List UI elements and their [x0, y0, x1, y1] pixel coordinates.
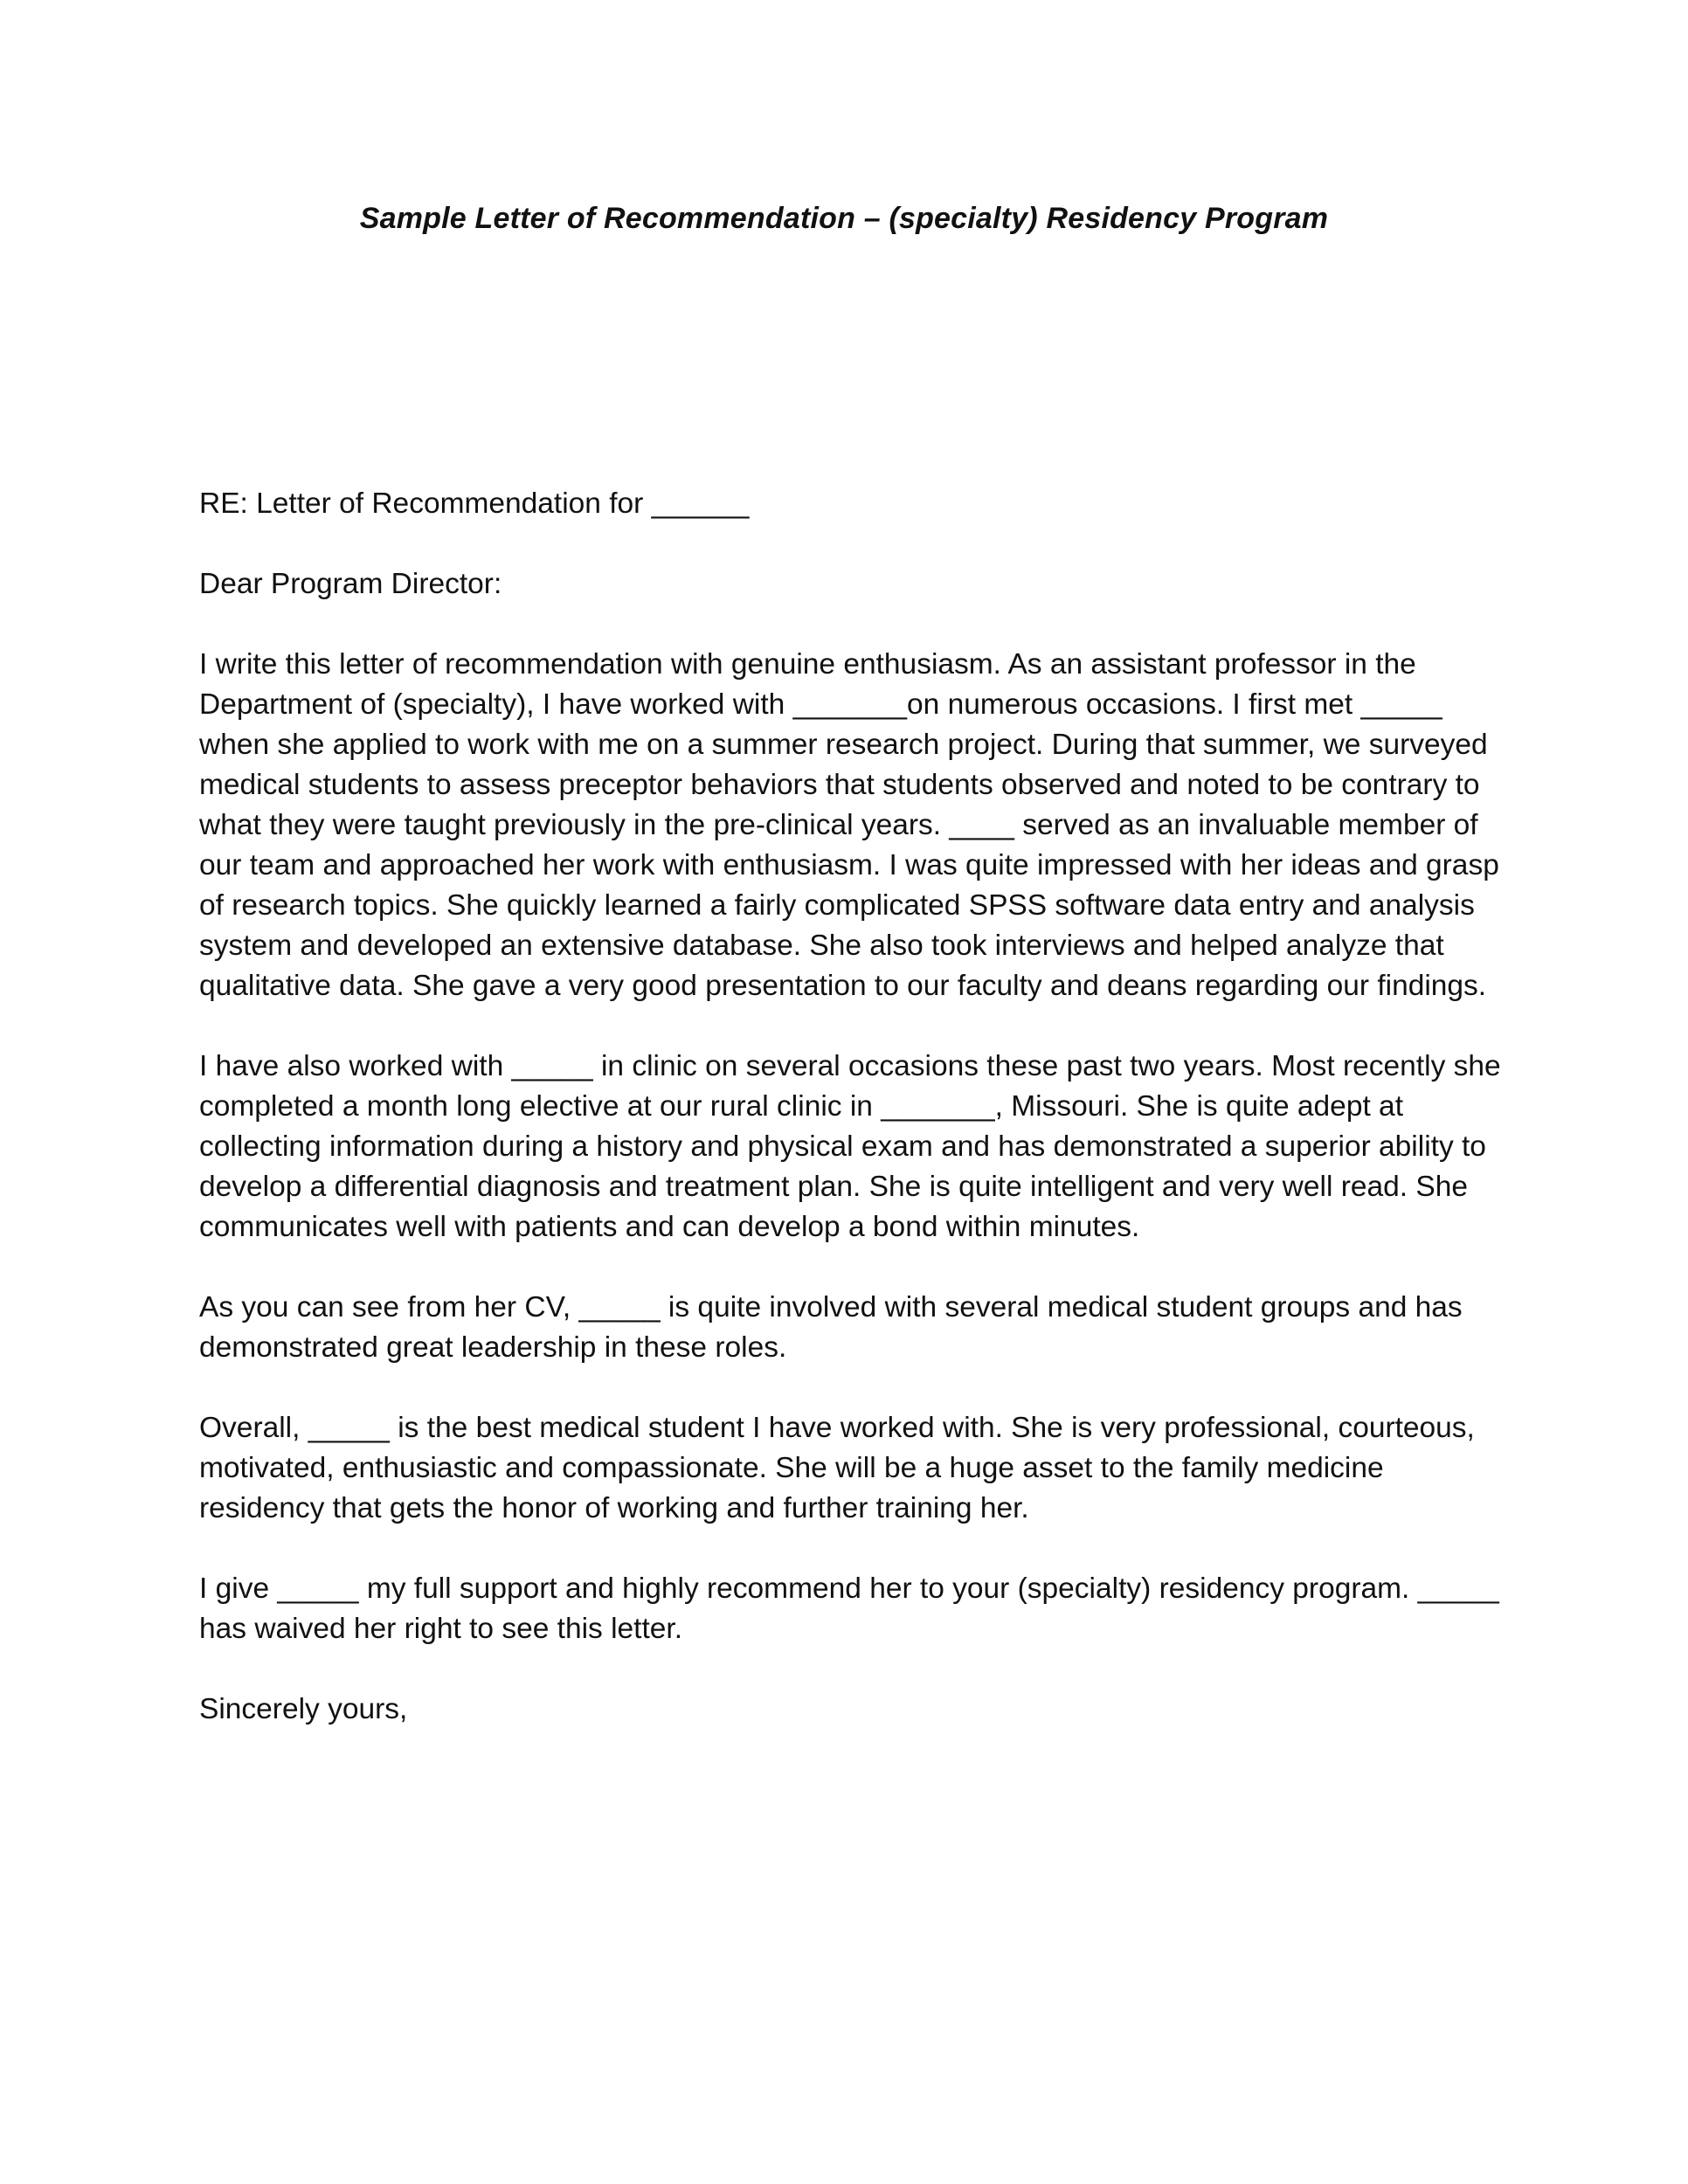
paragraph-5: I give _____ my full support and highly recommend her to your (specialty) residency program. _____ has waived her right to see this letter. — [199, 1572, 1499, 1645]
closing: Sincerely yours, — [199, 1693, 408, 1725]
paragraph-2: I have also worked with _____ in clinic on several occasions these past two years. Most recently she completed a month long elective at our rural clinic in _______, Missouri. She is quite adept at collecting information during a history and physical exam and has demonstrated a superior ability to develop a differential diagnosis and treatment plan. She is quite intelligent and very well read. She communicates well with patients and can develop a bond within minutes. — [199, 1050, 1501, 1243]
paragraph-3: As you can see from her CV, _____ is quite involved with several medical student groups and has demonstrated great leadership in these roles. — [199, 1291, 1463, 1364]
salutation: Dear Program Director: — [199, 568, 502, 600]
re-line: RE: Letter of Recommendation for ______ — [199, 487, 750, 520]
letter-title: Sample Letter of Recommendation – (specialty) Residency Program — [359, 202, 1329, 235]
letter-body — [199, 484, 1501, 1730]
paragraph-1: I write this letter of recommendation with genuine enthusiasm. As an assistant professor in the Department of (specialty), I have worked with _______on numerous occasions. I first met _____ when she applied to work with me on a summer research project. During that summer, we surveyed medical students to assess preceptor behaviors that students observed and noted to be contrary to what they were taught previously in the pre-clinical years. ____ served as an invaluable member of our team and approached her work with enthusiasm. I was quite impressed with her ideas and grasp of research topics. She quickly learned a fairly complicated SPSS software data entry and analysis system and developed an extensive database. She also took interviews and helped analyze that qualitative data. She gave a very good presentation to our faculty and deans regarding our findings. — [199, 648, 1499, 1002]
paragraph-4: Overall, _____ is the best medical student I have worked with. She is very professional, courteous, motivated, enthusiastic and compassionate. She will be a huge asset to the family medicine residency that gets the honor of working and further training her. — [199, 1412, 1475, 1524]
